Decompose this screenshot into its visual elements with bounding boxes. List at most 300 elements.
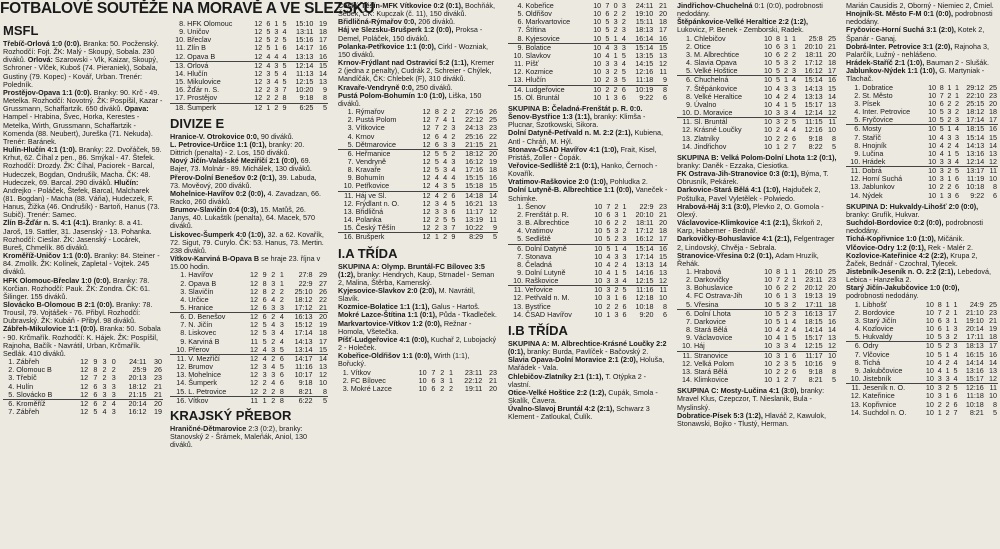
team-name: Chlebičov: [694, 33, 726, 43]
stat-cell: 10: [925, 399, 934, 409]
stat-cell: 9.: [685, 333, 692, 343]
stat-cell: 12.: [850, 174, 861, 184]
stat-cell: 18: [985, 333, 998, 342]
stat-cell: 10: [764, 325, 773, 335]
stat-cell: 6: [451, 206, 456, 216]
stat-cell: 6.: [8, 398, 15, 408]
match-detail: 2:3 (0:2), branky: Stanovský 2 - Šrámek, Maleňák, Aniol, 130 diváků.: [170, 423, 308, 450]
match-report: [3, 146, 163, 219]
stat-cell: 15:16: [295, 35, 314, 45]
stat-cell: 3: [781, 109, 789, 118]
team-name: Zábřeh: [16, 407, 40, 417]
standings-table-ia-a: [338, 369, 498, 393]
stat-cell: 6.: [854, 341, 861, 351]
stat-cell: 13:17: [966, 166, 985, 176]
stat-cell: 10: [925, 315, 934, 325]
stat-cell: 6: [791, 133, 796, 143]
stat-cell: 3: [611, 277, 619, 286]
stat-cell: 15.: [338, 224, 355, 233]
stat-cell: 15: [828, 83, 836, 93]
stat-cell: 6: [776, 283, 781, 293]
stat-cell: 5: [606, 243, 611, 253]
stat-cell: 1.: [347, 107, 354, 117]
stat-cell: 17:12: [635, 226, 654, 236]
stat-cell: 4: [282, 27, 287, 37]
stat-cell: 2.: [342, 375, 349, 385]
stat-cell: 14: [659, 259, 667, 269]
stat-cell: 16:13: [294, 312, 313, 322]
table-row: [677, 376, 837, 384]
team-name: Vítkov: [350, 367, 371, 377]
stat-cell: 12: [489, 206, 497, 216]
stat-cell: 13:16: [965, 365, 984, 375]
column-5: [677, 2, 837, 549]
stat-cell: 10: [594, 226, 603, 236]
stat-cell: 13: [659, 50, 667, 60]
stat-cell: 2: [947, 182, 952, 192]
stat-cell: 9: [451, 232, 456, 242]
match-report: [170, 174, 328, 190]
match-detail: Holuša, Mařádek - Vala.: [508, 355, 665, 373]
match-headline: Mokré Lazce-Štítina 1:1 (0:1),: [338, 310, 438, 320]
stat-cell: 23: [659, 201, 667, 211]
match-report: [508, 186, 668, 202]
stat-cell: 15: [659, 42, 667, 52]
stat-cell: 5: [939, 107, 944, 117]
match-headline: Pustá Polom-Bohumín 1:0 (1:0),: [338, 90, 447, 100]
stat-cell: 2: [432, 224, 440, 233]
stat-cell: 3: [606, 285, 611, 295]
stat-cell: 3.: [854, 315, 861, 325]
match-detail: branky: Klimša - Plucnar, Szotkowski, Sikora.: [508, 112, 646, 130]
stat-cell: 10: [763, 99, 772, 109]
stat-cell: 9:18: [808, 133, 823, 143]
match-headline: Václavovice-Klimkovice 4:1 (2:1),: [677, 218, 791, 228]
team-name: Hranice: [187, 304, 244, 313]
stat-cell: 11.: [513, 285, 524, 295]
stat-cell: 6: [431, 375, 436, 385]
match-headline: Chlebičov-Zlatníky 2:1 (1:1),: [508, 371, 604, 381]
stat-cell: 6: [605, 9, 610, 19]
stat-cell: 12:16: [635, 67, 654, 77]
team-name: Suchdol n. O.: [862, 407, 907, 417]
stat-cell: 8:21: [808, 375, 823, 385]
team-name: Markvartovice: [525, 17, 571, 27]
stat-cell: 16.: [343, 232, 354, 242]
team-name: Frýdlant n. O.: [355, 198, 400, 208]
stat-cell: 12.: [682, 125, 692, 135]
team-name: Raškovice: [524, 277, 590, 286]
stat-cell: 5: [266, 43, 271, 53]
stat-cell: 3: [274, 60, 279, 70]
stat-cell: 1: [792, 267, 797, 276]
stat-cell: 7.: [854, 349, 861, 359]
stat-cell: 2: [954, 98, 959, 108]
stat-cell: 1: [784, 291, 789, 301]
stat-cell: 7.: [517, 25, 524, 35]
stat-cell: 12.: [343, 198, 354, 208]
stat-cell: 10: [925, 324, 934, 334]
stat-cell: 3: [614, 309, 619, 319]
stat-cell: 12: [254, 85, 263, 95]
stat-cell: 11:15: [805, 117, 823, 127]
stat-cell: 11: [989, 383, 997, 393]
stat-cell: 5: [282, 77, 287, 87]
stat-cell: 6: [621, 84, 626, 94]
stat-cell: 1: [945, 299, 950, 309]
match-detail: Branky: 78. Trousil, 79. Vojtášek - 76. Přibyl. Rozhodčí: Dubravský. ŽK: Kubáň - Přibyl. 98 diváků.: [3, 300, 153, 326]
stat-cell: 6.: [517, 243, 524, 253]
stat-cell: 12: [245, 346, 259, 355]
match-headline: Otice-Velké Hoštice 2:2 (1:2),: [508, 387, 607, 397]
stat-cell: 20: [319, 312, 327, 322]
team-name: Bordovice: [862, 307, 895, 317]
match-detail: T. Otýpka 2 - vlastní.: [508, 371, 647, 389]
match-detail: Marián Causidis 2, Oborný - Niemiec 2, Čmiel.: [846, 2, 994, 10]
stat-cell: 10: [593, 17, 602, 27]
team-name: Havířov: [188, 270, 213, 280]
team-name: Háj: [693, 342, 760, 351]
team-name: Kopřivnice: [862, 399, 897, 409]
match-headline: Brumov-Slavičín 0:4 (0:3),: [170, 205, 259, 215]
stat-cell: 12: [418, 224, 432, 233]
stat-cell: 4: [262, 353, 267, 363]
match-report: [508, 162, 668, 178]
stat-cell: 1: [945, 391, 950, 401]
stat-cell: 3: [781, 342, 789, 351]
stat-cell: 3: [621, 2, 626, 10]
stat-cell: 1: [606, 309, 611, 319]
stat-cell: 1: [784, 316, 789, 326]
team-name: Vendryně: [355, 156, 386, 166]
match-headline: SKUPINA C: Mosty-Lučina 4:1 (3:0),: [677, 386, 799, 396]
stat-cell: 20: [489, 148, 497, 158]
stat-cell: 8:29: [469, 232, 484, 242]
stat-cell: 2: [279, 294, 284, 304]
stat-cell: 1: [274, 43, 279, 53]
stat-cell: 17:14: [294, 328, 313, 338]
stat-cell: 20: [489, 383, 497, 393]
team-name: Jindřichov: [694, 141, 727, 151]
stat-cell: 10: [588, 35, 602, 44]
stat-cell: 3: [279, 320, 284, 330]
stat-cell: 3: [783, 41, 788, 51]
stat-cell: 12: [80, 373, 89, 383]
stat-cell: 7.: [686, 83, 692, 93]
stat-cell: 2: [271, 270, 276, 280]
stat-cell: 9: [282, 102, 287, 112]
match-detail: Bauman 2 - Slušák.: [924, 58, 990, 68]
standings-table-ib-c: [846, 84, 998, 200]
stat-cell: 12: [422, 123, 431, 133]
stat-cell: 8.: [686, 91, 692, 101]
stat-cell: 1: [434, 232, 439, 242]
stat-cell: 3: [434, 198, 439, 208]
stat-cell: 14: [828, 325, 836, 335]
team-name: Pustá Polom: [355, 115, 397, 125]
stat-cell: 12: [250, 294, 258, 304]
stat-cell: 5: [282, 20, 287, 28]
match-detail: branky: Daněk - Ezzaka, Ciesiotka.: [677, 160, 789, 170]
match-report: [508, 340, 668, 356]
stat-cell: 18:12: [465, 148, 484, 158]
stat-cell: 5: [605, 25, 610, 35]
stat-cell: 12: [422, 173, 431, 183]
team-name: Bystřice: [525, 301, 551, 311]
stat-cell: 9.: [517, 268, 524, 277]
stat-cell: 5: [434, 165, 439, 175]
match-report: [170, 425, 328, 449]
stat-cell: 15:12: [294, 320, 313, 330]
stat-cell: 15:14: [804, 75, 823, 85]
stat-cell: 17: [824, 67, 837, 76]
stat-cell: 2: [613, 84, 618, 94]
stat-cell: 10: [418, 375, 427, 385]
stat-cell: 6: [259, 304, 268, 313]
stat-cell: 6: [89, 391, 98, 400]
team-name: Fryčovice: [861, 116, 924, 125]
stat-cell: 13: [828, 333, 836, 343]
stat-cell: 5: [832, 141, 836, 151]
stat-cell: 2: [776, 366, 781, 376]
stat-cell: 1: [451, 115, 456, 125]
stat-cell: 4: [266, 60, 271, 70]
team-name: Hlučín: [524, 76, 588, 85]
team-name: Kroměříž: [16, 398, 46, 408]
match-headline: Stonava-ČSAD Havířov 4:1 (1:0),: [508, 144, 619, 154]
stat-cell: 7: [791, 141, 796, 151]
stat-cell: 16: [489, 173, 497, 183]
team-name: Nýdek: [862, 190, 883, 200]
stat-cell: 2: [775, 133, 780, 143]
stat-cell: 10: [593, 50, 602, 60]
stat-cell: 21: [659, 209, 667, 219]
match-reports: [508, 105, 668, 203]
stat-cell: 4: [792, 316, 797, 326]
stat-cell: 14.: [176, 378, 187, 388]
stat-cell: 7: [776, 275, 781, 285]
stat-cell: 2: [784, 375, 789, 385]
stat-cell: 11.: [513, 59, 524, 69]
stat-cell: 20:10: [635, 209, 654, 219]
stat-cell: 15:15: [465, 173, 484, 183]
stat-cell: 16:15: [965, 349, 984, 359]
team-name: Šumperk: [187, 102, 216, 112]
match-report: [677, 18, 837, 34]
stat-cell: 1.: [8, 357, 15, 367]
stat-cell: 6: [776, 291, 781, 301]
match-detail: branky: Hendrych, Kaup, Strnadel - Seman 2, Malina, Štěrba, Kamenský.: [338, 269, 495, 287]
stat-cell: 4: [939, 140, 944, 150]
match-report: [338, 336, 498, 352]
stat-cell: 18:11: [805, 49, 823, 59]
stat-cell: 7: [606, 201, 611, 211]
match-report: [3, 325, 163, 358]
stat-cell: 3: [954, 132, 959, 142]
stat-cell: 12: [250, 328, 258, 338]
stat-cell: 12: [80, 381, 89, 391]
stat-cell: 5: [262, 328, 267, 338]
stat-cell: 3: [783, 83, 788, 93]
stat-cell: 13:19: [465, 215, 484, 225]
match-report: [846, 26, 998, 42]
stat-cell: 10: [760, 301, 773, 310]
stat-cell: 2: [945, 307, 950, 317]
stat-cell: 10: [594, 259, 603, 269]
stat-cell: 16:21: [465, 198, 484, 208]
stat-cell: 2: [443, 107, 448, 117]
table-row: [846, 192, 998, 200]
stat-cell: 10: [593, 92, 602, 102]
stat-cell: 10: [594, 209, 603, 219]
stat-cell: 16:12: [797, 67, 824, 76]
match-headline: Český Těšín-MFK Vítkovice 0:2 (0:1),: [338, 2, 464, 10]
stat-cell: 5: [792, 358, 797, 368]
stat-cell: 14.: [681, 375, 692, 385]
stat-cell: 4: [102, 407, 107, 417]
stat-cell: 12: [985, 375, 998, 384]
match-headline: Darkovičky-Bohuslavice 4:1 (2:1),: [677, 234, 792, 244]
stat-cell: 14: [319, 68, 327, 78]
team-name: Mokré Lazce: [350, 383, 392, 393]
stat-cell: 3.: [854, 98, 861, 108]
stat-cell: 2: [451, 148, 456, 158]
stat-cell: 22: [319, 294, 327, 304]
stat-cell: 7: [282, 85, 287, 95]
stat-cell: 4: [605, 42, 610, 52]
stat-cell: 15:17: [804, 333, 823, 343]
stat-cell: 5.: [338, 141, 355, 150]
team-name: Rýmařov: [355, 107, 385, 117]
team-name: HFK Olomouc: [187, 20, 233, 28]
stat-cell: 2: [440, 367, 445, 377]
team-name: N. Jičín: [188, 320, 213, 330]
stat-cell: 4.: [517, 226, 524, 236]
stat-cell: 17: [319, 35, 327, 45]
stat-cell: 3.: [8, 373, 15, 383]
match-report: [338, 43, 498, 59]
stat-cell: 1: [613, 50, 618, 60]
stat-cell: 2: [622, 226, 627, 236]
stat-cell: 3: [111, 381, 116, 391]
team-name: Určice: [188, 294, 209, 304]
table-row: [677, 301, 837, 310]
stat-cell: 16: [659, 243, 667, 253]
match-headline: Kravaře-Vendryně 0:0,: [338, 82, 414, 92]
team-name: Petřkovice: [355, 182, 418, 191]
stat-cell: 12: [824, 342, 837, 351]
match-headline: Vratimov-Raškovice 2:0 (1:0),: [508, 177, 608, 187]
stat-cell: 7: [937, 307, 942, 317]
match-headline: Tichá-Kopřivnice 1:0 (1:0),: [846, 234, 936, 244]
stat-cell: 10.: [338, 182, 355, 191]
match-detail: 206 diváků.: [416, 17, 456, 27]
match-detail: Adam Hruzík, Řehák.: [677, 250, 819, 268]
stat-cell: 10:22: [456, 224, 484, 233]
stat-cell: 1: [783, 99, 788, 109]
match-headline: Prostějov-Opava 1:1 (0:0).: [3, 87, 92, 97]
stat-cell: 10: [590, 277, 603, 286]
match-detail: Branky: 84. Steiner - 84. Zmolík. ŽK: Kolínek, Zapletal - Vojtek. 245 diváků.: [3, 251, 160, 277]
stat-cell: 25:8: [808, 33, 823, 43]
match-report: [338, 92, 498, 108]
stat-cell: 2: [451, 131, 456, 141]
stat-cell: 4: [279, 312, 284, 322]
team-name: Kateřinice: [862, 391, 895, 401]
stat-cell: 4.: [686, 58, 692, 68]
stat-cell: 16: [989, 124, 997, 134]
stat-cell: 3: [606, 293, 611, 303]
match-detail: 39. Labuda, 73. Mověový, 200 diváků.: [170, 172, 317, 190]
stat-cell: 3: [945, 158, 953, 167]
team-name: Stonava: [525, 251, 552, 261]
team-name: Mohelnice: [188, 370, 221, 380]
column-2: [170, 20, 328, 549]
stat-cell: 8: [832, 133, 836, 143]
stat-cell: 21: [659, 2, 667, 10]
stat-cell: 4: [954, 140, 959, 150]
team-name: Píšť: [525, 59, 539, 69]
stat-cell: 2: [954, 107, 959, 117]
match-report: [677, 219, 837, 235]
team-name: Žďár n. S.: [187, 85, 220, 95]
stat-cell: 25:16: [465, 131, 484, 141]
stat-cell: 5: [773, 301, 781, 310]
stat-cell: 12.: [681, 358, 692, 368]
match-report: [846, 268, 998, 284]
stat-cell: 4: [776, 333, 781, 343]
stat-cell: 2: [271, 312, 276, 322]
stat-cell: 14: [989, 357, 997, 367]
stat-cell: 22:9: [639, 201, 654, 211]
stat-cell: 10: [764, 350, 773, 360]
match-reports: [846, 203, 998, 301]
stat-cell: 2: [776, 358, 781, 368]
stat-cell: 10:16: [804, 358, 823, 368]
stat-cell: 10: [760, 342, 773, 351]
stat-cell: 8.: [179, 20, 186, 28]
match-detail: Felgentrager 2, Lindovský, Chvěja - Sebrala.: [677, 234, 835, 252]
stat-cell: 4: [937, 357, 942, 367]
stat-cell: 6: [792, 350, 797, 360]
stat-cell: 1: [622, 201, 627, 211]
column-3: [338, 2, 498, 549]
stat-cell: 14:17: [295, 43, 314, 53]
team-name: Vítkovice: [355, 123, 385, 133]
stat-cell: 13.: [513, 301, 524, 311]
stat-cell: 5.: [846, 333, 862, 342]
team-name: Hulín: [16, 381, 34, 391]
stat-cell: 6: [622, 293, 627, 303]
stat-cell: 2: [621, 9, 626, 19]
stat-cell: 19:10: [635, 9, 654, 19]
stat-cell: 2: [102, 365, 107, 375]
match-detail: branky: Mravel Klus, Czepczor, T. Nieslanik, Bula - Myslinský.: [677, 386, 825, 412]
stat-cell: 5: [621, 50, 626, 60]
stat-cell: 6: [663, 309, 667, 319]
match-report: [677, 387, 837, 411]
stat-cell: 12: [250, 320, 258, 330]
team-name: Jeseník n. O.: [862, 383, 906, 393]
match-report: [338, 26, 498, 42]
stat-cell: 4: [791, 75, 796, 85]
stat-cell: 2: [783, 117, 788, 127]
stat-cell: 2: [781, 67, 789, 76]
stat-cell: 12.: [176, 362, 187, 372]
stat-cell: 25: [828, 33, 836, 43]
stat-cell: 9.: [854, 148, 861, 158]
match-report: [338, 352, 498, 368]
